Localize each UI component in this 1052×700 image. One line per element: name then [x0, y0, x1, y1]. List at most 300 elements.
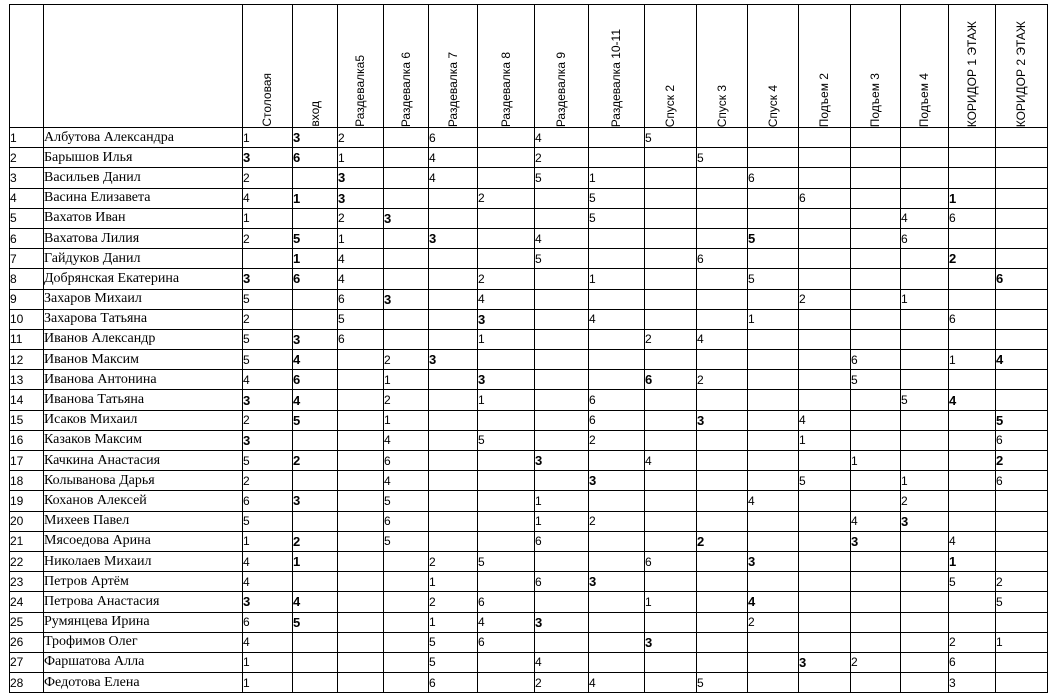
duty-cell: 1: [338, 228, 384, 248]
column-header: [589, 5, 645, 128]
column-header: [293, 5, 338, 128]
duty-cell: [851, 551, 901, 571]
duty-cell: [338, 572, 384, 592]
column-header: [901, 5, 949, 128]
duty-cell: 1: [535, 491, 589, 511]
duty-cell: [645, 168, 697, 188]
duty-cell: [429, 491, 478, 511]
row-number: 14: [10, 390, 44, 410]
duty-cell: 5: [748, 269, 799, 289]
duty-cell: 2: [901, 491, 949, 511]
duty-cell: [949, 430, 996, 450]
duty-cell: [645, 208, 697, 228]
duty-cell: 5: [243, 350, 293, 370]
duty-cell: 6: [478, 632, 535, 652]
duty-cell: [645, 572, 697, 592]
duty-cell: [697, 511, 748, 531]
duty-cell: 3: [697, 410, 748, 430]
duty-cell: 3: [748, 551, 799, 571]
table-row: [10, 652, 1048, 672]
column-header: [748, 5, 799, 128]
duty-cell: 3: [478, 370, 535, 390]
duty-cell: 2: [338, 128, 384, 148]
duty-cell: [478, 228, 535, 248]
duty-cell: [851, 572, 901, 592]
duty-cell: 2: [949, 632, 996, 652]
duty-cell: [697, 632, 748, 652]
duty-cell: [748, 350, 799, 370]
duty-cell: 6: [589, 410, 645, 430]
duty-cell: 4: [338, 249, 384, 269]
duty-cell: [478, 471, 535, 491]
duty-cell: 6: [243, 612, 293, 632]
duty-cell: [589, 491, 645, 511]
duty-cell: 3: [949, 673, 996, 693]
column-header: [949, 5, 996, 128]
duty-cell: 6: [949, 309, 996, 329]
duty-cell: 2: [949, 249, 996, 269]
duty-cell: [535, 188, 589, 208]
duty-cell: [338, 652, 384, 672]
row-number: 23: [10, 572, 44, 592]
duty-cell: [535, 390, 589, 410]
row-number: 10: [10, 309, 44, 329]
duty-cell: [293, 572, 338, 592]
duty-cell: 6: [645, 551, 697, 571]
duty-cell: [851, 128, 901, 148]
duty-cell: [589, 451, 645, 471]
duty-cell: 4: [293, 390, 338, 410]
duty-cell: [293, 511, 338, 531]
duty-cell: 2: [697, 531, 748, 551]
column-header-label: Раздевалка5: [353, 55, 367, 127]
duty-cell: 3: [293, 329, 338, 349]
student-name: Вахатов Иван: [44, 208, 243, 228]
row-number: 9: [10, 289, 44, 309]
duty-cell: [851, 673, 901, 693]
table-row: [10, 128, 1048, 148]
duty-cell: [901, 572, 949, 592]
duty-cell: 6: [996, 269, 1048, 289]
column-header-label: КОРИДОР 2 ЭТАЖ: [1014, 20, 1028, 127]
duty-cell: [293, 309, 338, 329]
row-number: 2: [10, 148, 44, 168]
duty-cell: 5: [384, 491, 429, 511]
duty-cell: 2: [851, 652, 901, 672]
table-row: [10, 370, 1048, 390]
duty-cell: [697, 592, 748, 612]
duty-cell: [748, 329, 799, 349]
duty-cell: 2: [293, 451, 338, 471]
duty-cell: [429, 269, 478, 289]
column-header-label: Раздевалка 9: [554, 51, 568, 127]
duty-cell: [748, 128, 799, 148]
duty-cell: 1: [535, 511, 589, 531]
duty-cell: 1: [384, 410, 429, 430]
duty-cell: 5: [645, 128, 697, 148]
table-row: [10, 551, 1048, 571]
header-corner: [10, 5, 44, 128]
duty-cell: 1: [851, 451, 901, 471]
duty-cell: [384, 632, 429, 652]
duty-cell: [478, 652, 535, 672]
duty-cell: [338, 673, 384, 693]
duty-cell: [338, 551, 384, 571]
row-number: 15: [10, 410, 44, 430]
duty-cell: [589, 228, 645, 248]
column-header: [996, 5, 1048, 128]
duty-cell: [949, 228, 996, 248]
duty-cell: 6: [901, 228, 949, 248]
duty-cell: [996, 329, 1048, 349]
duty-cell: [851, 168, 901, 188]
duty-cell: [697, 309, 748, 329]
duty-cell: 3: [645, 632, 697, 652]
student-name: Трофимов Олег: [44, 632, 243, 652]
duty-cell: 5: [243, 289, 293, 309]
duty-cell: 5: [697, 148, 748, 168]
duty-cell: 4: [645, 451, 697, 471]
column-header: [243, 5, 293, 128]
duty-cell: [338, 471, 384, 491]
duty-cell: [478, 451, 535, 471]
duty-cell: 6: [697, 249, 748, 269]
duty-cell: 2: [478, 269, 535, 289]
duty-cell: [697, 572, 748, 592]
duty-cell: [799, 511, 851, 531]
duty-cell: [338, 350, 384, 370]
duty-cell: 3: [243, 269, 293, 289]
duty-cell: [996, 128, 1048, 148]
column-header: [384, 5, 429, 128]
duty-cell: [384, 652, 429, 672]
duty-cell: [589, 592, 645, 612]
duty-cell: [851, 491, 901, 511]
duty-cell: [748, 289, 799, 309]
duty-cell: [645, 410, 697, 430]
duty-cell: [589, 652, 645, 672]
duty-cell: 1: [429, 612, 478, 632]
duty-cell: [748, 370, 799, 390]
duty-cell: [996, 208, 1048, 228]
student-name: Иванов Александр: [44, 329, 243, 349]
duty-cell: [901, 652, 949, 672]
duty-cell: [901, 410, 949, 430]
row-number: 21: [10, 531, 44, 551]
duty-cell: [799, 148, 851, 168]
duty-cell: [851, 309, 901, 329]
duty-cell: [851, 188, 901, 208]
duty-cell: 5: [243, 329, 293, 349]
student-name: Албутова Александра: [44, 128, 243, 148]
duty-cell: [697, 551, 748, 571]
duty-cell: 2: [243, 471, 293, 491]
duty-cell: [799, 632, 851, 652]
duty-cell: 5: [535, 249, 589, 269]
row-number: 16: [10, 430, 44, 450]
duty-cell: [697, 451, 748, 471]
duty-cell: 4: [243, 572, 293, 592]
duty-cell: [645, 430, 697, 450]
duty-cell: 6: [478, 592, 535, 612]
duty-cell: 5: [949, 572, 996, 592]
column-header-label: Подъем 3: [868, 72, 882, 127]
duty-cell: [901, 612, 949, 632]
duty-cell: 3: [589, 471, 645, 491]
duty-cell: [748, 410, 799, 430]
duty-cell: 4: [293, 350, 338, 370]
duty-cell: [748, 390, 799, 410]
duty-cell: [697, 228, 748, 248]
column-header-label: Раздевалка 10-11: [609, 28, 623, 127]
table-row: [10, 228, 1048, 248]
row-number: 26: [10, 632, 44, 652]
duty-cell: 5: [429, 652, 478, 672]
duty-cell: [697, 128, 748, 148]
table-row: [10, 329, 1048, 349]
column-header: [429, 5, 478, 128]
duty-cell: [478, 491, 535, 511]
duty-cell: [478, 168, 535, 188]
duty-cell: [384, 249, 429, 269]
duty-cell: 6: [949, 652, 996, 672]
duty-cell: [996, 652, 1048, 672]
duty-cell: [901, 592, 949, 612]
duty-cell: 6: [293, 269, 338, 289]
duty-cell: [901, 370, 949, 390]
student-name: Петров Артём: [44, 572, 243, 592]
duty-cell: [799, 249, 851, 269]
duty-cell: [949, 592, 996, 612]
duty-cell: [697, 289, 748, 309]
duty-cell: 2: [748, 612, 799, 632]
table-row: [10, 390, 1048, 410]
duty-cell: 3: [338, 188, 384, 208]
row-number: 17: [10, 451, 44, 471]
duty-cell: [748, 208, 799, 228]
duty-cell: 4: [949, 390, 996, 410]
duty-cell: [429, 451, 478, 471]
duty-cell: [384, 168, 429, 188]
duty-cell: [293, 208, 338, 228]
column-header-label: Подъем 2: [817, 72, 831, 127]
duty-cell: [901, 249, 949, 269]
duty-cell: 3: [535, 451, 589, 471]
duty-cell: [535, 309, 589, 329]
duty-cell: [535, 289, 589, 309]
duty-cell: [949, 168, 996, 188]
duty-cell: [748, 471, 799, 491]
duty-cell: [338, 511, 384, 531]
duty-cell: [949, 148, 996, 168]
duty-cell: [748, 652, 799, 672]
duty-cell: [799, 673, 851, 693]
duty-cell: 3: [901, 511, 949, 531]
duty-cell: [799, 269, 851, 289]
duty-cell: [697, 491, 748, 511]
duty-cell: [645, 289, 697, 309]
student-name: Иванов Максим: [44, 350, 243, 370]
column-header: [645, 5, 697, 128]
duty-cell: 5: [535, 168, 589, 188]
duty-cell: 4: [478, 612, 535, 632]
row-number: 13: [10, 370, 44, 390]
duty-cell: 6: [429, 128, 478, 148]
duty-cell: 4: [949, 531, 996, 551]
duty-cell: [478, 410, 535, 430]
duty-cell: [697, 350, 748, 370]
duty-cell: 2: [478, 188, 535, 208]
duty-cell: [384, 228, 429, 248]
duty-cell: 2: [799, 289, 851, 309]
column-header: [799, 5, 851, 128]
table-row: [10, 572, 1048, 592]
table-row: [10, 249, 1048, 269]
duty-cell: [478, 531, 535, 551]
duty-cell: [996, 551, 1048, 571]
student-name: Вахатова Лилия: [44, 228, 243, 248]
duty-cell: [429, 208, 478, 228]
duty-cell: [338, 592, 384, 612]
duty-cell: [478, 350, 535, 370]
duty-cell: [384, 612, 429, 632]
table-row: [10, 410, 1048, 430]
table-row: [10, 471, 1048, 491]
duty-cell: [697, 612, 748, 632]
duty-cell: [996, 612, 1048, 632]
duty-cell: 5: [338, 309, 384, 329]
header-name-col: [44, 5, 243, 128]
duty-cell: 2: [589, 511, 645, 531]
duty-cell: 1: [293, 551, 338, 571]
duty-cell: [338, 612, 384, 632]
duty-cell: 3: [243, 390, 293, 410]
duty-cell: [645, 269, 697, 289]
duty-cell: [996, 289, 1048, 309]
student-name: Качкина Анастасия: [44, 451, 243, 471]
duty-cell: [535, 430, 589, 450]
duty-cell: 2: [429, 592, 478, 612]
duty-cell: [589, 148, 645, 168]
student-name: Колыванова Дарья: [44, 471, 243, 491]
column-header-label: вход: [307, 101, 322, 127]
table-row: [10, 208, 1048, 228]
table-row: [10, 491, 1048, 511]
column-header: [478, 5, 535, 128]
duty-cell: 1: [243, 128, 293, 148]
duty-cell: [478, 249, 535, 269]
duty-cell: [799, 128, 851, 148]
duty-cell: [589, 350, 645, 370]
duty-cell: 1: [589, 168, 645, 188]
duty-cell: [748, 511, 799, 531]
duty-cell: [645, 309, 697, 329]
duty-cell: [429, 249, 478, 269]
row-number: 3: [10, 168, 44, 188]
duty-cell: [996, 491, 1048, 511]
duty-cell: 5: [293, 410, 338, 430]
student-name: Николаев Михаил: [44, 551, 243, 571]
duty-cell: [697, 390, 748, 410]
student-name: Захарова Татьяна: [44, 309, 243, 329]
duty-cell: [589, 329, 645, 349]
duty-cell: 5: [799, 471, 851, 491]
table-row: [10, 168, 1048, 188]
duty-cell: [478, 128, 535, 148]
duty-cell: 1: [243, 673, 293, 693]
duty-cell: [384, 309, 429, 329]
duty-cell: 4: [429, 168, 478, 188]
table-row: [10, 309, 1048, 329]
duty-cell: 1: [293, 249, 338, 269]
duty-cell: [748, 451, 799, 471]
duty-cell: 4: [535, 228, 589, 248]
duty-cell: [338, 632, 384, 652]
duty-cell: 3: [799, 652, 851, 672]
duty-cell: 6: [799, 188, 851, 208]
row-number: 22: [10, 551, 44, 571]
duty-cell: [429, 188, 478, 208]
duty-cell: 5: [748, 228, 799, 248]
duty-cell: 4: [384, 471, 429, 491]
duty-cell: 2: [243, 410, 293, 430]
duty-cell: 3: [338, 168, 384, 188]
table-row: [10, 632, 1048, 652]
duty-cell: [478, 572, 535, 592]
duty-cell: [478, 208, 535, 228]
duty-cell: [645, 652, 697, 672]
duty-cell: 4: [996, 350, 1048, 370]
duty-cell: [901, 148, 949, 168]
duty-cell: [338, 430, 384, 450]
student-name: Иванова Татьяна: [44, 390, 243, 410]
duty-cell: [384, 148, 429, 168]
duty-cell: 4: [293, 592, 338, 612]
duty-cell: [293, 632, 338, 652]
duty-cell: [748, 148, 799, 168]
duty-cell: [645, 471, 697, 491]
duty-cell: 1: [748, 309, 799, 329]
duty-cell: [293, 289, 338, 309]
duty-cell: [851, 329, 901, 349]
column-header: [851, 5, 901, 128]
duty-cell: 6: [293, 148, 338, 168]
column-header-label: Раздевалка 8: [498, 51, 513, 127]
duty-cell: [384, 592, 429, 612]
duty-cell: [748, 430, 799, 450]
duty-cell: 1: [589, 269, 645, 289]
table-row: [10, 612, 1048, 632]
duty-cell: [589, 632, 645, 652]
table-row: [10, 451, 1048, 471]
duty-cell: [949, 329, 996, 349]
duty-cell: [996, 168, 1048, 188]
duty-cell: 5: [996, 410, 1048, 430]
duty-cell: 5: [589, 208, 645, 228]
duty-cell: [478, 673, 535, 693]
duty-cell: [949, 471, 996, 491]
duty-cell: [293, 652, 338, 672]
duty-cell: 1: [478, 329, 535, 349]
duty-cell: [851, 148, 901, 168]
duty-cell: 5: [478, 551, 535, 571]
student-name: Коханов Алексей: [44, 491, 243, 511]
duty-cell: [429, 430, 478, 450]
duty-cell: [645, 228, 697, 248]
duty-cell: [748, 188, 799, 208]
duty-cell: 4: [697, 329, 748, 349]
duty-cell: 6: [293, 370, 338, 390]
